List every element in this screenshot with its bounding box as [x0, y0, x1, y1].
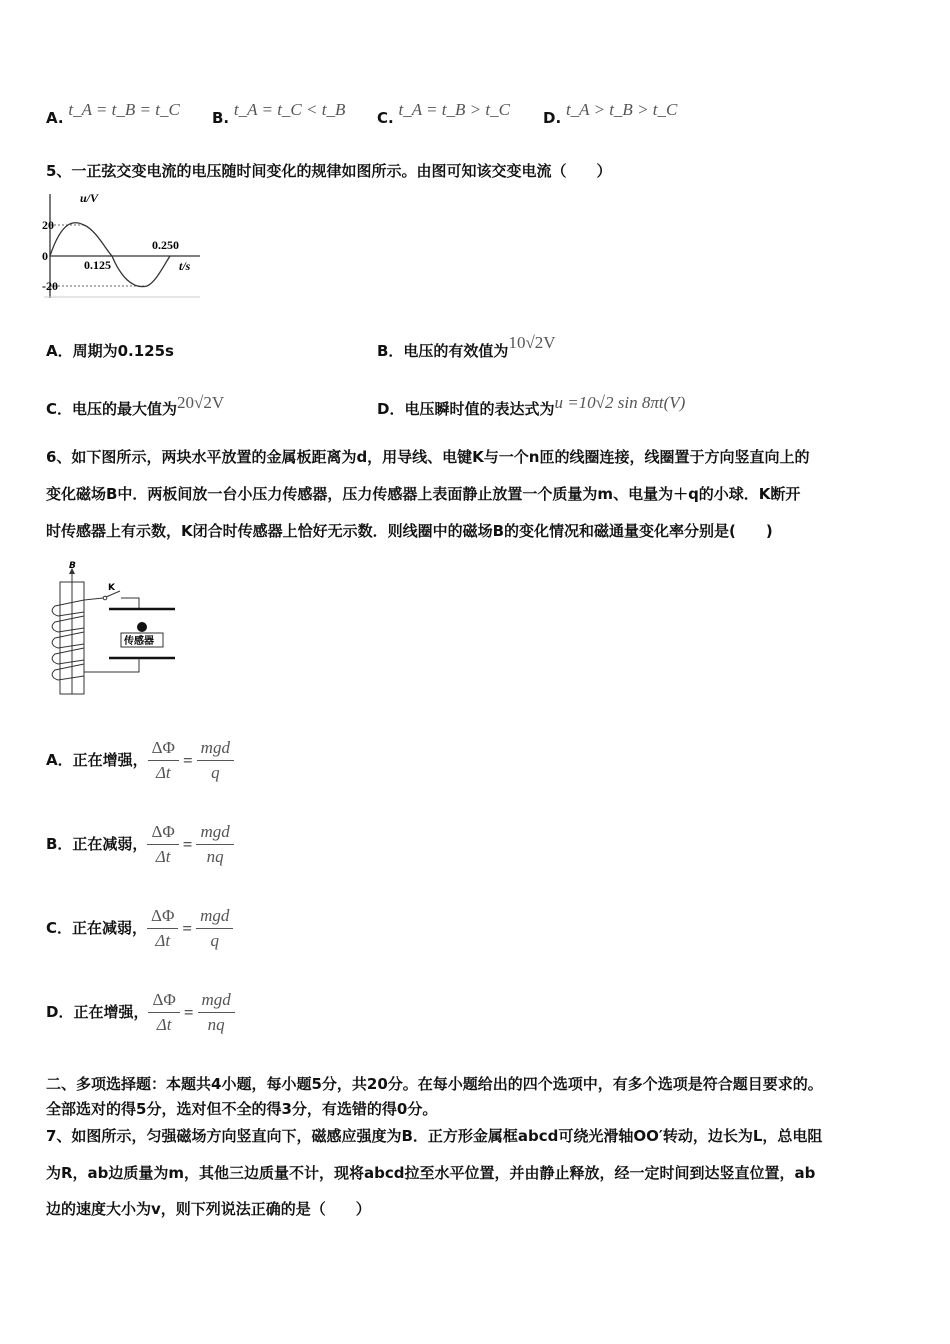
q4-option-a [46, 100, 180, 128]
option-math: 20√2V [177, 393, 225, 412]
q5-voltage-graph [44, 190, 204, 300]
option-label: C. [377, 109, 394, 127]
q4-option-c [377, 100, 510, 128]
charged-ball [137, 622, 147, 632]
option-label: D．正在增强， [46, 1003, 149, 1021]
fraction [197, 736, 234, 785]
field-label: B [69, 561, 76, 571]
numerator: mgd [197, 736, 234, 761]
numerator: ΔΦ [148, 736, 179, 761]
q6-circuit-diagram [40, 560, 200, 700]
wire [84, 598, 103, 600]
option-label: B. [212, 109, 230, 127]
option-label: C．正在减弱， [46, 919, 148, 937]
fraction [148, 736, 179, 785]
option-label: A．正在增强， [46, 751, 148, 769]
section2-line-1: 二、多项选择题：本题共4小题，每小题5分，共20分。在每小题给出的四个选项中，有多个选项是符合题目要求的。 [46, 1075, 823, 1093]
option-label: D．电压瞬时值的表达式为 [377, 400, 555, 418]
fraction [148, 988, 179, 1037]
switch-label: K [108, 583, 115, 593]
q5-option-d [377, 393, 686, 419]
q5-option-b [377, 333, 556, 361]
coil [52, 600, 84, 680]
x-axis-label: t/s [179, 259, 191, 273]
q6-option-c: C．正在减弱， $\frac{\Delta\Phi}{\Delta t}$ = $\frac{\text{mgd}}{q}$ [46, 904, 233, 953]
numerator: ΔΦ [148, 988, 179, 1013]
denominator: Δt [156, 1015, 172, 1034]
q6-line-1: 6、如下图所示，两块水平放置的金属板距离为d，用导线、电键K与一个n匝的线圈连接，线圈置于方向竖直向上的 [46, 448, 810, 466]
denominator: Δt [155, 931, 171, 950]
fraction [196, 820, 233, 869]
fraction [198, 988, 235, 1037]
y-axis-label: u/V [80, 191, 99, 205]
denominator: q [210, 931, 219, 950]
fraction [147, 904, 178, 953]
numerator: mgd [198, 988, 235, 1013]
q4-option-d [543, 100, 678, 128]
q5-option-a: A．周期为0.125s [46, 342, 174, 360]
denominator: Δt [155, 763, 171, 782]
tick-0250: 0.250 [152, 238, 179, 252]
denominator: nq [206, 847, 224, 866]
option-math: t_A > t_B > t_C [565, 100, 678, 119]
option-math: t_A = t_C < t_B [233, 100, 346, 119]
sine-curve [50, 223, 170, 287]
option-math: 10√2V [508, 333, 556, 352]
denominator: Δt [155, 847, 171, 866]
option-math: t_A = t_B = t_C [68, 100, 180, 119]
q5-option-c [46, 393, 225, 419]
wire [121, 598, 139, 608]
denominator: nq [207, 1015, 225, 1034]
fraction [196, 904, 233, 953]
fraction [147, 820, 178, 869]
denominator: q [211, 763, 220, 782]
q6-option-b: B．正在减弱， $\frac{\Delta\Phi}{\Delta t}$ = $\frac{\text{mgd}}{nq}$ [46, 820, 234, 869]
q6-line-2: 变化磁场B中．两板间放一台小压力传感器，压力传感器上表面静止放置一个质量为m、电量为＋q的小球．K断开 [46, 485, 801, 503]
q7-line-1: 7、如图所示，匀强磁场方向竖直向下，磁感应强度为B．正方形金属框abcd可绕光滑轴OO′转动，边长为L，总电阻 [46, 1127, 823, 1145]
tick-neg20: -20 [42, 279, 58, 293]
option-math: t_A = t_B > t_C [398, 100, 510, 119]
numerator: ΔΦ [147, 820, 178, 845]
option-label: C．电压的最大值为 [46, 400, 178, 418]
option-label: B．正在减弱， [46, 835, 148, 853]
tick-20: 20 [42, 218, 54, 232]
sensor-label: 传感器 [124, 636, 154, 647]
wire [84, 658, 139, 672]
option-label: B．电压的有效值为 [377, 342, 509, 360]
tick-0125: 0.125 [84, 258, 111, 272]
q6-option-a: A．正在增强， $\frac{\Delta\Phi}{\Delta t}$ = $\frac{\text{mgd}}{q}$ [46, 736, 234, 785]
q7-line-3: 边的速度大小为v，则下列说法正确的是（ ） [46, 1200, 371, 1218]
q6-option-d: D．正在增强， $\frac{\Delta\Phi}{\Delta t}$ = $\frac{\text{mgd}}{nq}$ [46, 988, 235, 1037]
section2-line-2: 全部选对的得5分，选对但不全的得3分，有选错的得0分。 [46, 1100, 438, 1118]
numerator: ΔΦ [147, 904, 178, 929]
option-math: u =10√2 sin 8πt(V) [554, 393, 686, 412]
numerator: mgd [196, 820, 233, 845]
numerator: mgd [196, 904, 233, 929]
q7-line-2: 为R，ab边质量为m，其他三边质量不计，现将abcd拉至水平位置，并由静止释放，经一定时间到达竖直位置，ab [46, 1164, 816, 1182]
q4-option-b [212, 100, 346, 128]
q6-line-3: 时传感器上有示数，K闭合时传感器上恰好无示数．则线圈中的磁场B的变化情况和磁通量变化率分别是( ) [46, 522, 773, 540]
option-label: D. [543, 109, 562, 127]
q5-stem: 5、一正弦交变电流的电压随时间变化的规律如图所示。由图可知该交变电流（ ） [46, 162, 612, 180]
tick-0: 0 [42, 249, 48, 263]
option-label: A. [46, 109, 64, 127]
